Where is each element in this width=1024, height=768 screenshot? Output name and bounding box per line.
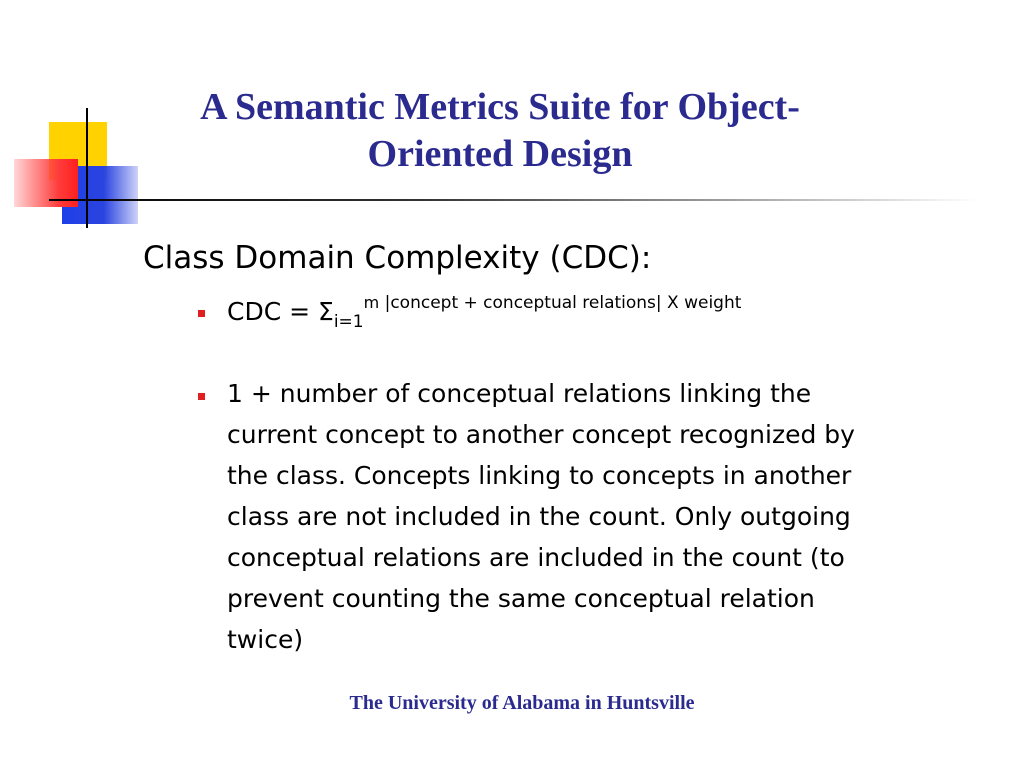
cdc-formula (227, 293, 741, 332)
section-heading: Class Domain Complexity (CDC): (143, 240, 652, 276)
formula-rhs: |concept + conceptual relations| X weight (379, 293, 742, 313)
formula-lhs: CDC = Σ (227, 297, 334, 326)
slide-title: A Semantic Metrics Suite for Object- Oriented Design (200, 86, 800, 175)
bullet-marker-2 (198, 393, 205, 400)
logo-vertical-line (86, 108, 88, 228)
formula-superscript: m (363, 293, 380, 312)
bullet-text-2: 1 + number of conceptual relations linking the current concept to another concept recognized by the class. Concepts linking to concepts in another class are not included in the count. Only outgoing conceptual relations are included in the count (to prevent counting the same conceptual relation twice) (227, 379, 855, 654)
title-divider-line (49, 199, 979, 201)
formula-subscript: i=1 (333, 312, 364, 332)
bullet-marker-1 (198, 310, 205, 317)
footer-institution: The University of Alabama in Huntsville (349, 692, 695, 714)
